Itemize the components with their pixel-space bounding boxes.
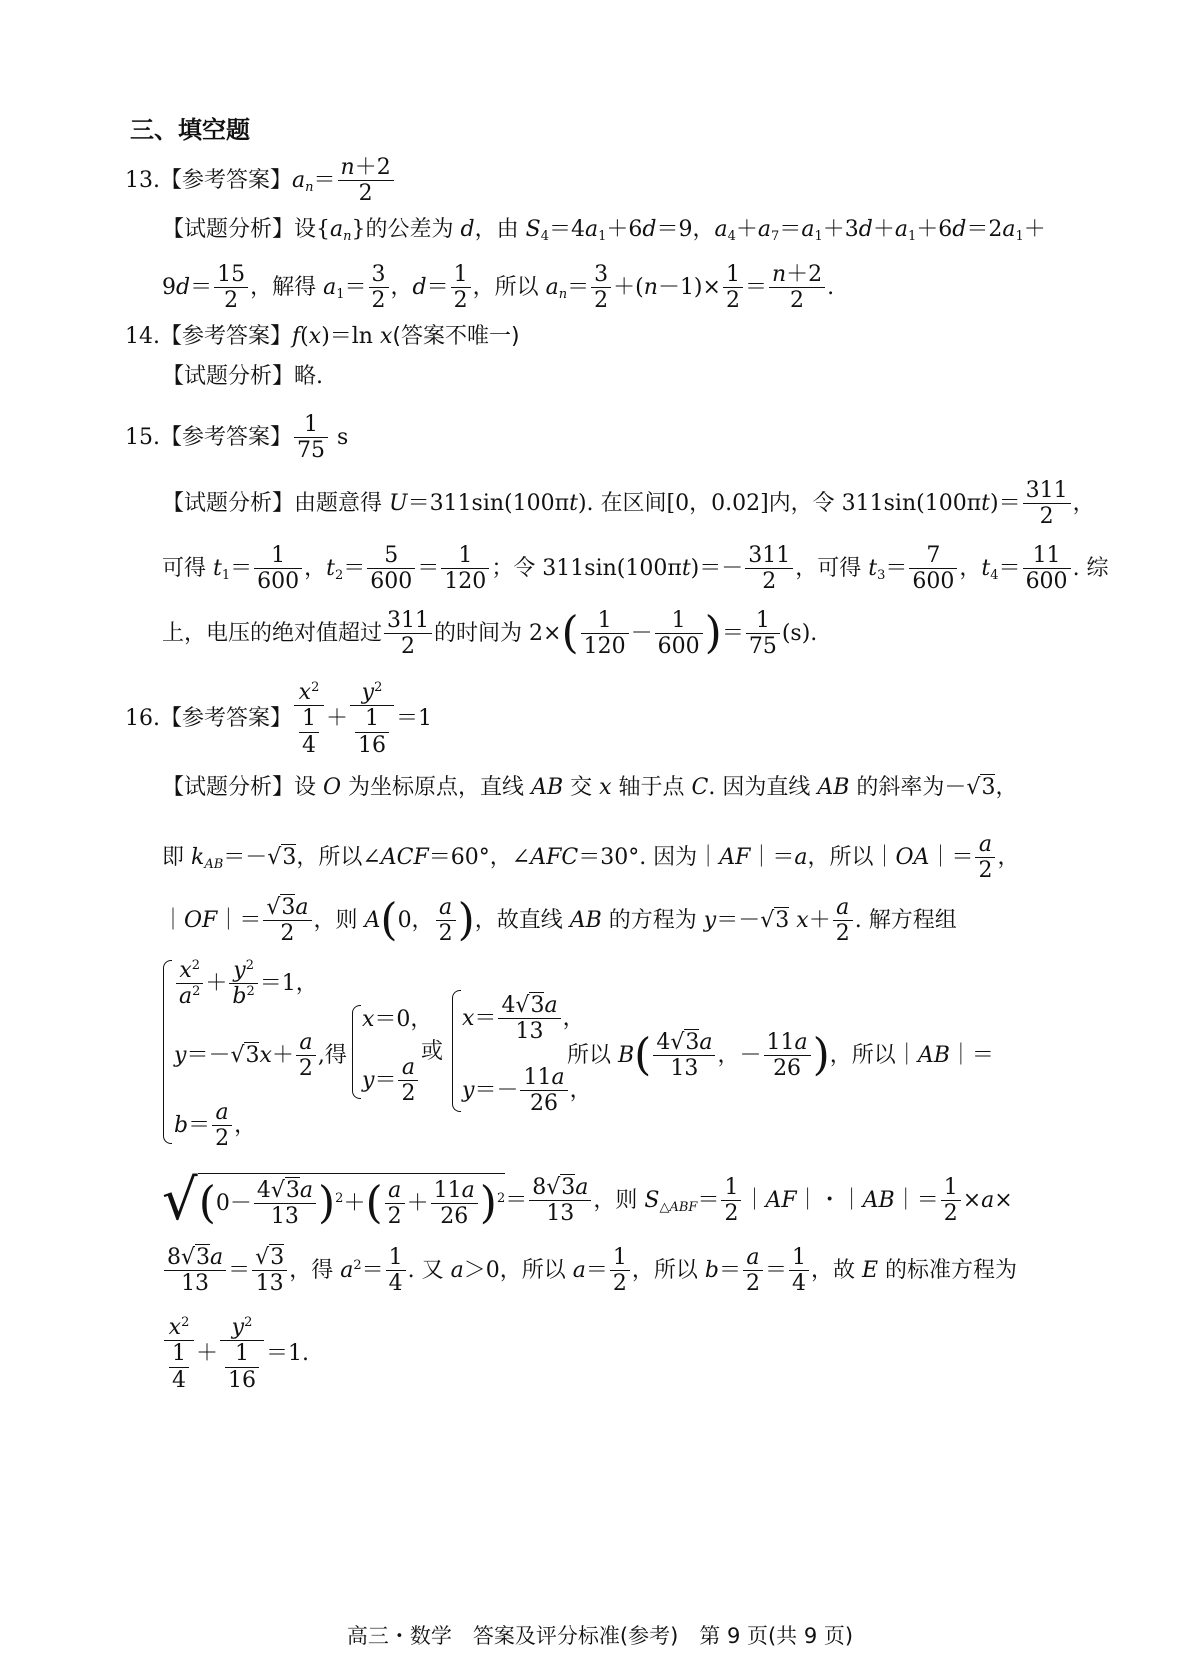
q15-analysis-1: 【试题分析】由题意得 U＝311sin(100πt). 在区间[0，0.02]内，令 311sin(100πt)＝ $\frac{311}{2}$ ， (162, 478, 1095, 530)
section-title: 三、填空题 (130, 116, 250, 144)
q13-answer: 13.【参考答案】$a_n=$ $\frac{n+2}{2}$ (125, 155, 396, 207)
solution-2-y: y＝－ $\frac{11a}{26}$ ， (462, 1065, 592, 1117)
or-word: 或 (421, 1039, 444, 1064)
q14-answer: 14.【参考答案】f(x)＝ln x(答案不唯一) (125, 324, 520, 349)
system-brace-left (163, 960, 172, 1144)
q13-analysis-1: 【试题分析】设$\{a_n\}$的公差为 d，由 $S_4=4a_1+6d=9$，$a_4+a_7=a_1+3d+a_1+6d=2a_1+$ (162, 217, 1046, 244)
q16-analysis-6: $\frac{x^2}{\frac{1}{4}}$ ＋ $\frac{y^2}{\frac{1}{16}}$ ＝1. (162, 1315, 309, 1393)
q16-analysis-5: $\frac{8√3a}{13}$ ＝ $\frac{√3}{13}$ ，得 $a^2=$ $\frac{1}{4}$ . 又 a＞0，所以 a＝ $\frac{1}{2}$ ，所以 b＝ $\frac{a}{2}$ ＝ $\frac{1}{4}$ ，故 E 的标准方程为 (162, 1245, 1017, 1297)
q14-analysis: 【试题分析】略. (162, 364, 324, 389)
page-footer: 高三・数学 答案及评分标准(参考) 第 9 页(共 9 页) (346, 1624, 854, 1648)
q15-analysis-3: 上，电压的绝对值超过 $\frac{311}{2}$ 的时间为 2×( $\frac{1}{120}$ － $\frac{1}{600}$ )＝ $\frac{1}{75}$ (s). (162, 607, 818, 660)
q16-analysis-2: 即 $k_{AB}=-√3$，所以∠ACF＝60°，∠AFC＝30°. 因为｜AF｜＝a，所以｜OA｜＝ $\frac{a}{2}$ ， (162, 832, 1020, 884)
q13-analysis-2: 9d＝ $\frac{15}{2}$ ，解得 $a_1=$ $\frac{3}{2}$ ，d＝ $\frac{1}{2}$ ，所以 $a_n=$ $\frac{3}{2}$ ＋(n－1)× $\frac{1}{2}$ ＝ $\frac{n+2}{2}$ . (162, 262, 835, 314)
solution-1-x: x＝0， (362, 1007, 433, 1032)
system-eq-3: b＝ $\frac{a}{2}$ ， (174, 1100, 257, 1152)
point-b: 所以 B( $\frac{4√3a}{13}$ ，－ $\frac{11a}{26}$ )，所以｜AB｜＝ (567, 1029, 994, 1082)
solution-1-y: y＝ $\frac{a}{2}$ (362, 1055, 420, 1107)
system-eq-2: y＝－√3x＋ $\frac{a}{2}$ ,得 (174, 1030, 347, 1082)
solution-2-x: x＝ $\frac{4√3a}{13}$ ， (462, 993, 585, 1045)
q15-analysis-2: 可得 $t_1=$ $\frac{1}{600}$ ，$t_2=$ $\frac{5}{600}$ ＝ $\frac{1}{120}$ ；令 311sin(100πt)＝－ $\frac{311}{2}$ ，可得 $t_3=$ $\frac{7}{600}$ ，$t_4=$ $\frac{11}{600}$ . 综 (162, 543, 1109, 595)
q16-answer: 16.【参考答案】 $\frac{x^2}{\frac{1}{4}}$ ＋ $\frac{y^2}{\frac{1}{16}}$ ＝1 (125, 680, 433, 758)
q16-analysis-4: √(0－ $\frac{4√3a}{13}$ )$^2$＋( $\frac{a}{2}$ ＋ $\frac{11a}{26}$ )$^2$＝ $\frac{8√3a}{13}$ ，则 $S_{\triangle ABF}=$ $\frac{1}{2}$ ｜AF｜・｜AB｜＝ $\frac{1}{2}$ ×a× (162, 1168, 1013, 1233)
q16-analysis-3: ｜OF｜＝ $\frac{√3a}{2}$ ，则 A(0， $\frac{a}{2}$ )，故直线 AB 的方程为 y＝－√3 x＋ $\frac{a}{2}$ . 解方程组 (162, 894, 957, 947)
solution-brace-1 (352, 1005, 361, 1099)
solution-brace-2 (452, 990, 461, 1112)
q16-analysis-1: 【试题分析】设 O 为坐标原点，直线 AB 交 x 轴于点 C. 因为直线 AB 的斜率为－√3， (162, 775, 1018, 800)
q15-answer: 15.【参考答案】 $\frac{1}{75}$ s (125, 412, 349, 464)
system-eq-1: $\frac{x^2}{a^2}$ ＋ $\frac{y^2}{b^2}$ ＝1， (174, 958, 318, 1010)
